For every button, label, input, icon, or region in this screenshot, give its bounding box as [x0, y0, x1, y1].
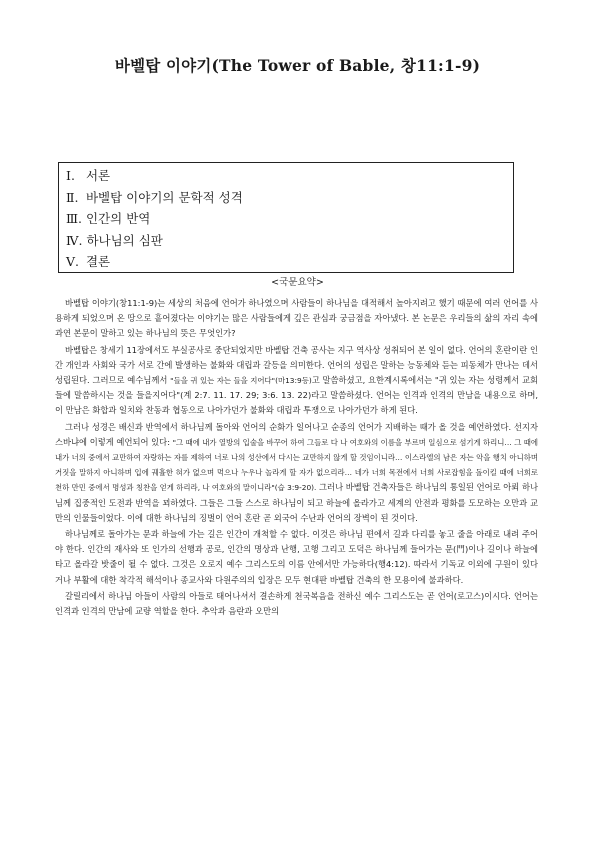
toc-item-2	[66, 187, 513, 209]
paragraph-text: 갈릴리에서 하나님 아들이 사람의 아들로 태어나셔서 결손하게 천국복음을 전하신 예수 그리스도는 곧 언어(로고스)이시다. 언어는 인격과 인격의 만남에 교량 역할을 한다. 추악과 음란과 오만의	[55, 590, 538, 617]
paragraph	[55, 420, 538, 526]
toc-label: 인간의 반역	[86, 211, 151, 227]
paragraph-quote: "들을 귀 있는 자는 들을 지어다"(마13:9등)	[170, 376, 312, 386]
toc-number: Ⅲ.	[66, 211, 83, 227]
toc-item-4	[66, 230, 513, 252]
toc-number: Ⅳ.	[66, 232, 83, 248]
paragraph-quote: "그 때에 내가 열방의 입술을 바꾸어 하여 그들로 다 나 여호와의 이름을 부르며 일심으로 섬기게 하리니… 그 때에 내가 너의 중에서 교만하여 자랑하는 자를 제하여 너로 나의 성산에서 다시는 교만하지 않게 할 것임이니라… 이스라엘의 남은 자는 악을 행치 아니하며 거짓을 말하지 아니하며 입에 궤휼한 혀가 없으며 먹으나 누우나 놀라게 할 자가 없으리라… 네가 너희 목전에서 너희 사로잡힘을 돌이킬 때에 너희로 천하 만민 중에서 명성과 칭찬을 얻게 하리라, 나 여호와의 말이니라"(습 3:9-20).	[55, 437, 538, 493]
toc-item-5	[66, 251, 513, 273]
toc-number: Ⅴ.	[66, 254, 80, 270]
toc-label: 결론	[85, 254, 111, 270]
paragraph	[55, 296, 538, 342]
table-of-contents	[58, 162, 514, 273]
paragraph-text: 바벨탑 이야기(창11:1-9)는 세상의 처음에 언어가 하나였으며 사람들이 하나님을 대적해서 높아지려고 했기 때문에 여러 언어를 사용하게 되었으며 온 땅으로 흩어졌다는 이야기는 많은 사람들에게 깊은 관심과 궁금점을 자아냈다. 본 논문은 우리들의 삶의 자리 속에 과연 본문이 말하고 있는 하나님의 뜻은 무엇인가?	[55, 298, 538, 339]
paragraph-text: 그러나 성경은 배신과 반역에서 하나님께 돌아와 언어의 순화가 일어나고 순종의 언어가 지배하는 때가 올 것을 예언하였다. 선지자 스바냐에 이렇게 예언되어 있다:	[55, 421, 538, 447]
abstract-caption: <국문요약>	[271, 277, 324, 288]
paper-title: 바벨탑 이야기(The Tower of Bable, 창11:1-9)	[114, 56, 481, 75]
paragraph	[55, 527, 538, 588]
toc-label: 하나님의 심판	[86, 232, 163, 248]
abstract-body	[55, 296, 538, 620]
toc-number: Ⅰ.	[66, 168, 75, 183]
paragraph	[55, 343, 538, 419]
paragraph	[55, 589, 538, 619]
paragraph-text: 그러나 바벨탑 건축자들은 하나님의 통일된 언어로 아뢰 하나님께 집중적인 도전과 반역을 꾀하였다. 그들은 그들 스스로 하나님이 되고 하늘에 올라가고 세계의 안전과 평화를 도모하는 오만과 교만의 인물들이었다. 이에 대한 하나님의 징벌이 언어 혼란 곧 외국어 수난과 언어의 장벽이 된 것이다.	[55, 482, 538, 523]
paragraph-text: 고 말씀하셨고, 요한계시록에서는 "귀 있는 자는 성령께서 교회들에 말씀하시는 것을 들을지어다"(계 2:7. 11. 17. 29; 3:6. 13. 22)라고 말씀하셨다. 언어는 인격과 인격의 만남을 내용으로 하며, 이 만남은 화합과 일치와 찬동과 협동으로 나아가던가 불화와 대립과 투쟁으로 나아가던가 하게 된다.	[55, 375, 538, 416]
toc-label: 서론	[85, 168, 111, 183]
paragraph-text: 바벨탑은 창세기 11장에서도 부실공사로 중단되었지만 바벨탑 건축 공사는 지구 역사상 성취되어 본 일이 없다. 언어의 혼란이란 인간 개인과 사회와 국가 서로 간에 발생하는 불화와 대립과 갈등을 의미한다. 언어의 성립은 말하는 능동체와 듣는 피동체가 만나는 데서 성립된다. 그러므로 예수님께서	[55, 344, 538, 386]
toc-label: 바벨탑 이야기의 문학적 성격	[85, 189, 243, 205]
toc-item-1	[66, 165, 513, 187]
toc-number: Ⅱ.	[66, 189, 79, 205]
paragraph-text: 하나님께로 돌아가는 문과 하늘에 가는 길은 인간이 개척할 수 없다. 이것은 하나님 편에서 길과 다리를 놓고 줄을 아래로 내려 주어야 한다. 인간의 재사와 또 인가의 선행과 공로, 인간의 명상과 난행, 고행 그리고 도덕은 하나님께 들어가는 문(門)이나 길이나 하늘에 타고 올라갈 밧줄이 될 수 없다. 그것은 오로지 예수 그리스도의 이름 안에서만 가능하다(행4:12). 따라서 기독교 이외에 구원이 있다거나 부활에 대한 착각적 해석이나 종교사와 다원주의의 입장은 모두 현대판 바벨탑 건축의 한 모용이에 불과하다.	[55, 529, 538, 585]
toc-item-3	[66, 208, 513, 230]
